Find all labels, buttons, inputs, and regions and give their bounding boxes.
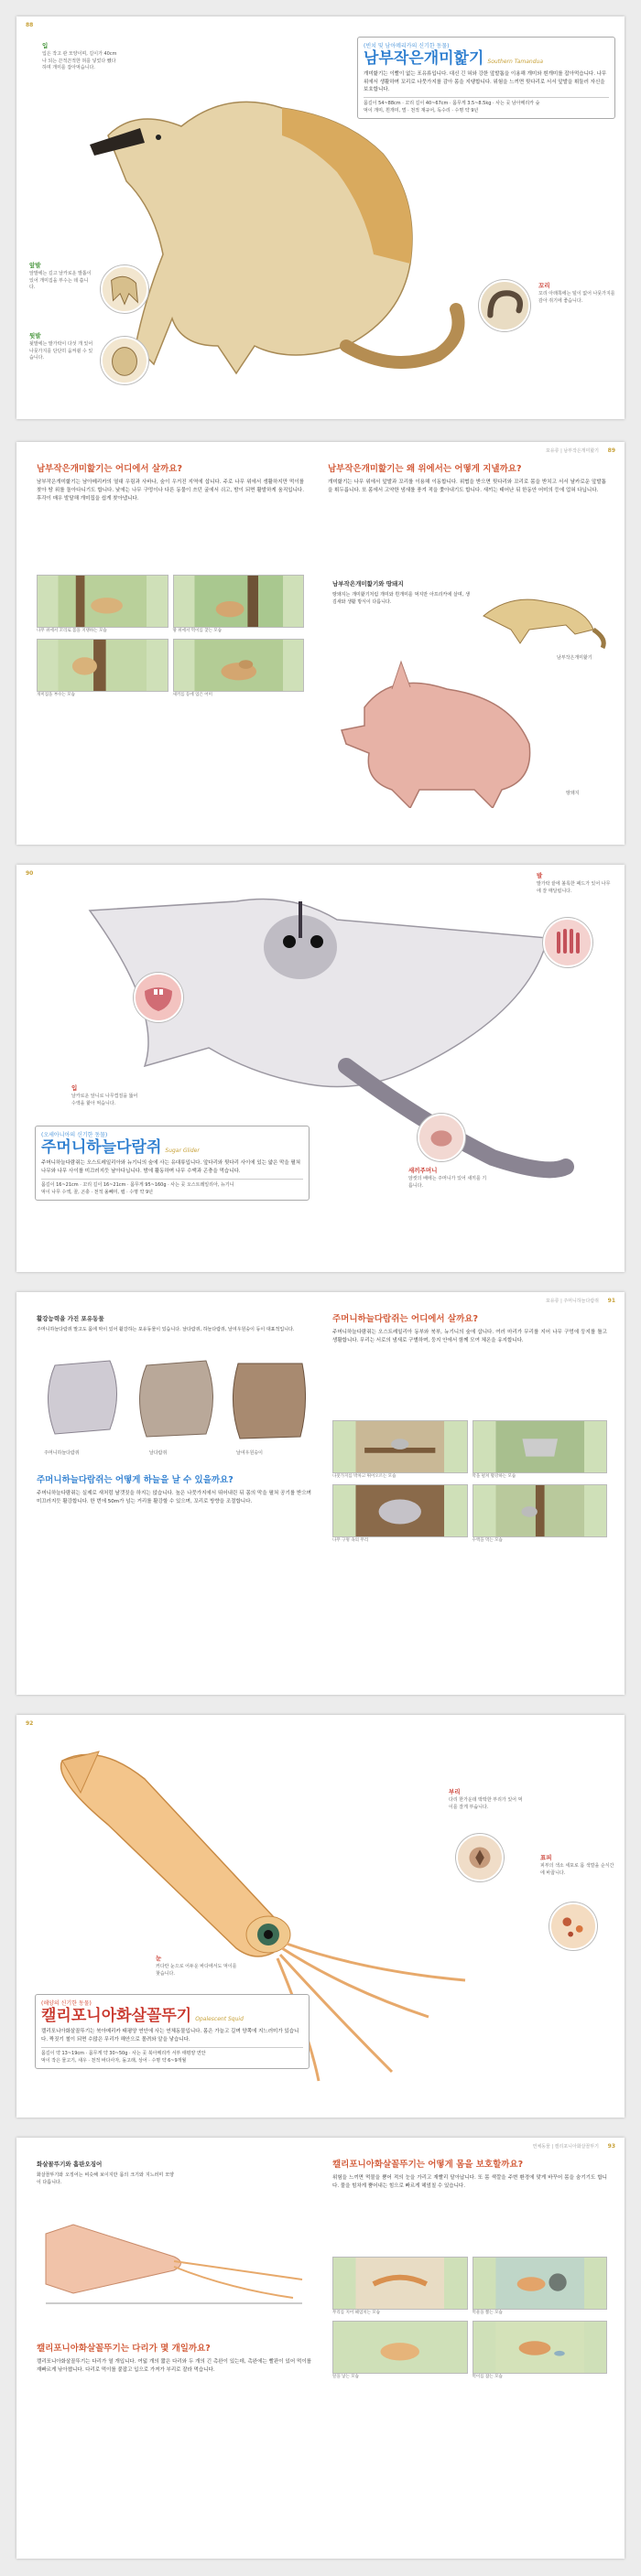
column-right bbox=[332, 2160, 607, 2191]
photo-caption: 막을 펼쳐 활강하는 모습 bbox=[472, 1474, 516, 1479]
facts-line: 먹이 개미, 흰개미, 벌 · 천적 재규어, 독수리 · 수명 약 9년 bbox=[364, 108, 479, 114]
note-title: 표피 bbox=[540, 1854, 552, 1861]
question-heading: 남부작은개미핥기는 왜 위에서는 어떻게 지낼까요? bbox=[328, 464, 522, 474]
question-heading: 주머니하늘다람쥐는 어디에서 살까요? bbox=[332, 1314, 478, 1324]
page-sugar-glider-qa bbox=[16, 1292, 625, 1695]
scientific-name: Southern Tamandua bbox=[487, 59, 544, 65]
photo bbox=[332, 2257, 468, 2310]
tamandua-title-box bbox=[357, 37, 615, 119]
note-pouch bbox=[408, 1167, 491, 1190]
facts-line: 먹이 작은 물고기, 새우 · 천적 바다사자, 돌고래, 상어 · 수명 약 6~9개월 bbox=[41, 2057, 187, 2064]
running-head: 포유류 | 주머니하늘다람쥐 bbox=[546, 1299, 599, 1304]
answer-text: 위험을 느끼면 먹물을 뿜어 적의 눈을 가리고 재빨리 달아납니다. 또 몸 색깔을 주변 환경에 맞게 바꾸어 몸을 숨기기도 합니다. 물을 힘차게 뿜어내는 힘으로 빠르게 헤엄칠 수 있습니다. bbox=[332, 2175, 607, 2190]
photo bbox=[473, 2321, 608, 2374]
note-mouth bbox=[42, 42, 119, 71]
compare-title: 남부작은개미핥기와 땅돼지 bbox=[332, 580, 404, 587]
photo-caption: 땅 위에서 먹이를 찾는 모습 bbox=[172, 629, 223, 633]
photo-caption: 먹물을 뿜는 모습 bbox=[472, 2311, 503, 2315]
note-text: 입은 작고 관 모양이며, 길이가 40cm나 되는 끈적끈적한 혀를 넣었다 뺐다 하며 개미를 잡아먹습니다. bbox=[42, 51, 117, 70]
photo-caption: 먹이를 잡는 모습 bbox=[472, 2374, 503, 2379]
page-title: 남부작은개미핥기 bbox=[364, 49, 484, 68]
note-eye bbox=[156, 1955, 238, 1978]
note-text: 뒷발에는 발가락이 다섯 개 있어 나뭇가지를 단단히 움켜쥘 수 있습니다. bbox=[29, 341, 93, 361]
page-sugar-glider-intro bbox=[16, 865, 625, 1272]
photo bbox=[332, 2321, 468, 2374]
answer-text: 주머니하늘다람쥐는 실제로 새처럼 날갯짓을 하지는 않습니다. 높은 나뭇가지에서 뛰어내린 뒤 몸의 막을 펼쳐 공기를 받으며 미끄러지듯 활강합니다. 한 번에 50m가 넘는 거리를 활강할 수 있으며, 꼬리로 방향을 조절합니다. bbox=[37, 1491, 311, 1505]
compare-box bbox=[332, 579, 470, 606]
note-forefoot bbox=[29, 262, 93, 291]
photo-caption: 개미집을 부수는 모습 bbox=[37, 692, 75, 697]
photo-caption: 나무 구멍 속의 무리 bbox=[332, 1537, 369, 1543]
description: 개미핥기는 이빨이 없는 포유류입니다. 대신 긴 혀와 강한 앞발톱을 이용해 개미와 흰개미를 잡아먹습니다. 나무 위에서 생활하며 꼬리로 나뭇가지를 감아 몸을 지탱합니다. 위험을 느끼면 뒷다리로 서서 앞발을 휘둘러 자신을 보호합니다. bbox=[364, 71, 607, 92]
squid-comparison bbox=[37, 2206, 311, 2307]
sugar-glider-title-box bbox=[35, 1126, 310, 1201]
page-tamandua-intro bbox=[16, 16, 625, 419]
facts-line: 먹이 나무 수액, 꿀, 곤충 · 천적 올빼미, 뱀 · 수명 약 9년 bbox=[41, 1189, 153, 1195]
photo-caption: 나뭇가지를 박차고 뛰어오르는 모습 bbox=[332, 1474, 397, 1479]
note-title: 입 bbox=[42, 42, 49, 49]
label-tamandua: 남부작은개미핥기 bbox=[557, 655, 592, 661]
glider-label: 주머니하늘다람쥐 bbox=[44, 1450, 80, 1456]
page-tamandua-qa bbox=[16, 442, 625, 845]
photo bbox=[473, 1484, 608, 1537]
running-head: 포유류 | 남부작은개미핥기 bbox=[546, 448, 599, 454]
page-number: 89 bbox=[607, 447, 615, 454]
facts-line: 몸길이 54~88cm · 꼬리 길이 40~67cm · 몸무게 3.5~8.5kg · 사는 곳 남아메리카 숲 bbox=[364, 101, 540, 107]
photo-caption: 무리를 지어 헤엄치는 모습 bbox=[332, 2311, 381, 2315]
note-hindfoot bbox=[29, 332, 93, 361]
photo-caption: 나무 위에서 꼬리로 몸을 지탱하는 모습 bbox=[37, 629, 107, 633]
photo-grid bbox=[37, 575, 304, 698]
side-text: 화살꼴뚜기와 오징어는 비슷해 보이지만 몸의 크기와 지느러미 모양이 다릅니다. bbox=[37, 2172, 174, 2185]
note-text: 날카로운 앞니로 나무껍질을 뚫어 수액을 핥아 먹습니다. bbox=[71, 1094, 138, 1106]
running-head: 연체동물 | 캘리포니아화살꼴뚜기 bbox=[532, 2144, 599, 2150]
note-mouth bbox=[449, 1788, 526, 1811]
photo-caption: 수액을 먹는 모습 bbox=[472, 1537, 503, 1543]
gliders-comparison bbox=[37, 1347, 311, 1448]
question-heading: 캘리포니아화살꼴뚜기는 어떻게 몸을 보호할까요? bbox=[332, 2160, 524, 2170]
note-foot bbox=[537, 872, 614, 895]
answer-text: 개미핥기는 나무 위에서 앞발과 꼬리를 이용해 이동합니다. 위협을 받으면 뒷다리와 꼬리로 몸을 받치고 서서 날카로운 앞발톱을 휘두릅니다. 또 몸에서 고약한 냄새를 풍겨 적을 쫓아내기도 합니다. 새끼는 태어난 뒤 한동안 어미의 등에 업혀 다닙니다. bbox=[328, 480, 606, 494]
facts bbox=[364, 97, 609, 114]
page-title: 캘리포니아화살꼴뚜기 bbox=[41, 2007, 192, 2025]
category-label: (해양의 신기한 동물) bbox=[41, 2000, 92, 2007]
note-text: 발가락 끝에 볼록한 패드가 있어 나무에 잘 매달립니다. bbox=[537, 881, 611, 894]
note-title: 앞발 bbox=[29, 262, 41, 269]
answer-text: 캘리포니아화살꼴뚜기는 다리가 열 개입니다. 여덟 개의 짧은 다리와 두 개의 긴 촉완이 있는데, 촉완에는 빨판이 있어 먹이를 재빠르게 낚아챕니다. 다리로 먹이를 붙잡고 입으로 가져가 부리로 잘라 먹습니다. bbox=[37, 2359, 311, 2374]
answer-text: 주머니하늘다람쥐는 오스트레일리아 동부와 북부, 뉴기니의 숲에 삽니다. 여러 마리가 무리를 지어 나무 구멍에 둥지를 틀고 생활합니다. 무리는 서로의 냄새로 구별하며, 둥지 안에서 함께 모여 체온을 유지합니다. bbox=[332, 1330, 607, 1344]
squid-title-box bbox=[35, 1994, 310, 2069]
hindfoot-closeup bbox=[101, 337, 148, 384]
mouth-closeup bbox=[456, 1834, 504, 1881]
note-title: 부리 bbox=[449, 1788, 461, 1795]
side-text: 주머니하늘다람쥐 말고도 몸에 막이 있어 활강하는 포유동물이 있습니다. 날다람쥐, 하늘다람쥐, 날여우원숭이 등이 대표적입니다. bbox=[37, 1327, 295, 1332]
photo-grid bbox=[332, 1420, 607, 1544]
note-title: 뒷발 bbox=[29, 332, 41, 340]
glider-label: 날여우원숭이 bbox=[236, 1450, 263, 1456]
photo bbox=[332, 1484, 468, 1537]
mouth-closeup bbox=[134, 973, 183, 1022]
tail-closeup bbox=[479, 280, 530, 331]
category-label: (빈치 및 남아메리카의 신기한 동물) bbox=[364, 43, 450, 49]
skin-closeup bbox=[549, 1902, 597, 1950]
question-heading: 주머니하늘다람쥐는 어떻게 하늘을 날 수 있을까요? bbox=[37, 1475, 234, 1485]
photo bbox=[473, 1420, 608, 1473]
note-title: 꼬리 bbox=[538, 282, 550, 289]
page-number: 92 bbox=[26, 1720, 34, 1727]
page-squid-intro bbox=[16, 1715, 625, 2118]
side-box bbox=[37, 2160, 174, 2186]
photo bbox=[37, 575, 168, 628]
description: 캘리포니아화살꼴뚜기는 북아메리카 태평양 연안에 사는 연체동물입니다. 몸은 가늘고 길며 양쪽에 지느러미가 있습니다. 짝짓기 철이 되면 수많은 무리가 해안으로 몰려와 알을 낳습니다. bbox=[41, 2029, 299, 2042]
note-text: 암컷의 배에는 주머니가 있어 새끼를 기릅니다. bbox=[408, 1176, 487, 1189]
question-heading: 캘리포니아화살꼴뚜기는 다리가 몇 개일까요? bbox=[37, 2344, 211, 2354]
note-tail bbox=[538, 282, 615, 305]
aardvark-illustration bbox=[337, 652, 548, 808]
page-title: 주머니하늘다람쥐 bbox=[41, 1138, 162, 1157]
note-title: 눈 bbox=[156, 1955, 162, 1962]
facts-line: 몸길이 16~21cm · 꼬리 길이 16~21cm · 몸무게 95~160g · 사는 곳 오스트레일리아, 뉴기니 bbox=[41, 1181, 234, 1188]
description: 주머니하늘다람쥐는 오스트레일리아와 뉴기니의 숲에 사는 유대류입니다. 앞다리와 뒷다리 사이에 있는 얇은 막을 펼쳐 나무와 나무 사이를 미끄러지듯 날아다닙니다. 밤에 활동하며 나무 수액과 곤충을 먹습니다. bbox=[41, 1160, 301, 1174]
column-left bbox=[37, 464, 304, 503]
photo bbox=[173, 575, 305, 628]
label-aardvark: 땅돼지 bbox=[566, 791, 580, 796]
note-skin bbox=[540, 1854, 617, 1877]
note-text: 앞발에는 길고 날카로운 발톱이 있어 개미집을 부수는 데 씁니다. bbox=[29, 271, 92, 290]
page-squid-qa bbox=[16, 2138, 625, 2559]
photo-caption: 새끼를 등에 업은 어미 bbox=[172, 692, 212, 697]
page-number: 90 bbox=[26, 870, 34, 877]
facts bbox=[41, 2047, 303, 2064]
photo bbox=[332, 1420, 468, 1473]
photo-caption: 알을 낳는 모습 bbox=[332, 2374, 359, 2379]
glider-label: 날다람쥐 bbox=[149, 1450, 168, 1456]
page-number: 91 bbox=[607, 1298, 615, 1304]
question-heading: 남부작은개미핥기는 어디에서 살까요? bbox=[37, 464, 182, 474]
note-text: 피부의 색소 세포로 몸 색깔을 순식간에 바꿉니다. bbox=[540, 1863, 614, 1876]
tamandua-small-illustration bbox=[474, 579, 612, 652]
compare-text: 땅돼지는 개미핥기처럼 개미와 흰개미를 먹지만 아프리카에 살며, 생김새와 생활 방식이 다릅니다. bbox=[332, 592, 470, 605]
foot-closeup bbox=[543, 918, 592, 967]
note-mouth bbox=[71, 1084, 141, 1107]
side-box bbox=[37, 1314, 311, 1333]
page-number: 93 bbox=[607, 2143, 615, 2150]
scientific-name: Opalescent Squid bbox=[195, 2016, 244, 2022]
answer-text: 남부작은개미핥기는 남아메리카의 열대 우림과 사바나, 숲이 우거진 지역에 삽니다. 주로 나무 위에서 생활하지만 먹이를 찾아 땅 위를 돌아다니기도 합니다. 낮에는 나무 구멍이나 다른 동물이 쓰던 굴에서 쉬고, 밤이 되면 활발하게 움직입니다. 후각이 매우 발달해 개미집을 쉽게 찾아냅니다. bbox=[37, 480, 304, 501]
pouch-closeup bbox=[418, 1114, 465, 1161]
column-left-qa bbox=[37, 2344, 311, 2375]
note-title: 발 bbox=[537, 872, 543, 879]
forefoot-closeup bbox=[101, 265, 148, 313]
photo bbox=[473, 2257, 608, 2310]
scientific-name: Sugar Glider bbox=[165, 1148, 200, 1154]
column-right bbox=[328, 464, 606, 495]
facts-line: 몸길이 약 13~19cm · 몸무게 약 30~50g · 사는 곳 북아메리카 서부 태평양 연안 bbox=[41, 2050, 206, 2056]
column-right bbox=[332, 1314, 607, 1345]
side-title: 활강능력을 가진 포유동물 bbox=[37, 1315, 104, 1322]
note-text: 커다란 눈으로 어두운 바다에서도 먹이를 찾습니다. bbox=[156, 1964, 237, 1977]
note-title: 입 bbox=[71, 1084, 78, 1092]
photo bbox=[37, 639, 168, 692]
side-title: 화살꼴뚜기와 흡판오징어 bbox=[37, 2161, 103, 2168]
column-left-qa bbox=[37, 1475, 311, 1506]
photo bbox=[173, 639, 305, 692]
note-text: 다리 한가운데 딱딱한 부리가 있어 먹이를 잘게 부숩니다. bbox=[449, 1797, 523, 1810]
photo-grid bbox=[332, 2257, 607, 2380]
note-title: 새끼주머니 bbox=[408, 1167, 438, 1174]
facts bbox=[41, 1179, 303, 1196]
page-number: 88 bbox=[26, 22, 34, 28]
category-label: (오세아니아의 신기한 동물) bbox=[41, 1132, 108, 1138]
note-text: 꼬리 아래쪽에는 털이 없어 나뭇가지를 감아 쥐기에 좋습니다. bbox=[538, 291, 615, 304]
